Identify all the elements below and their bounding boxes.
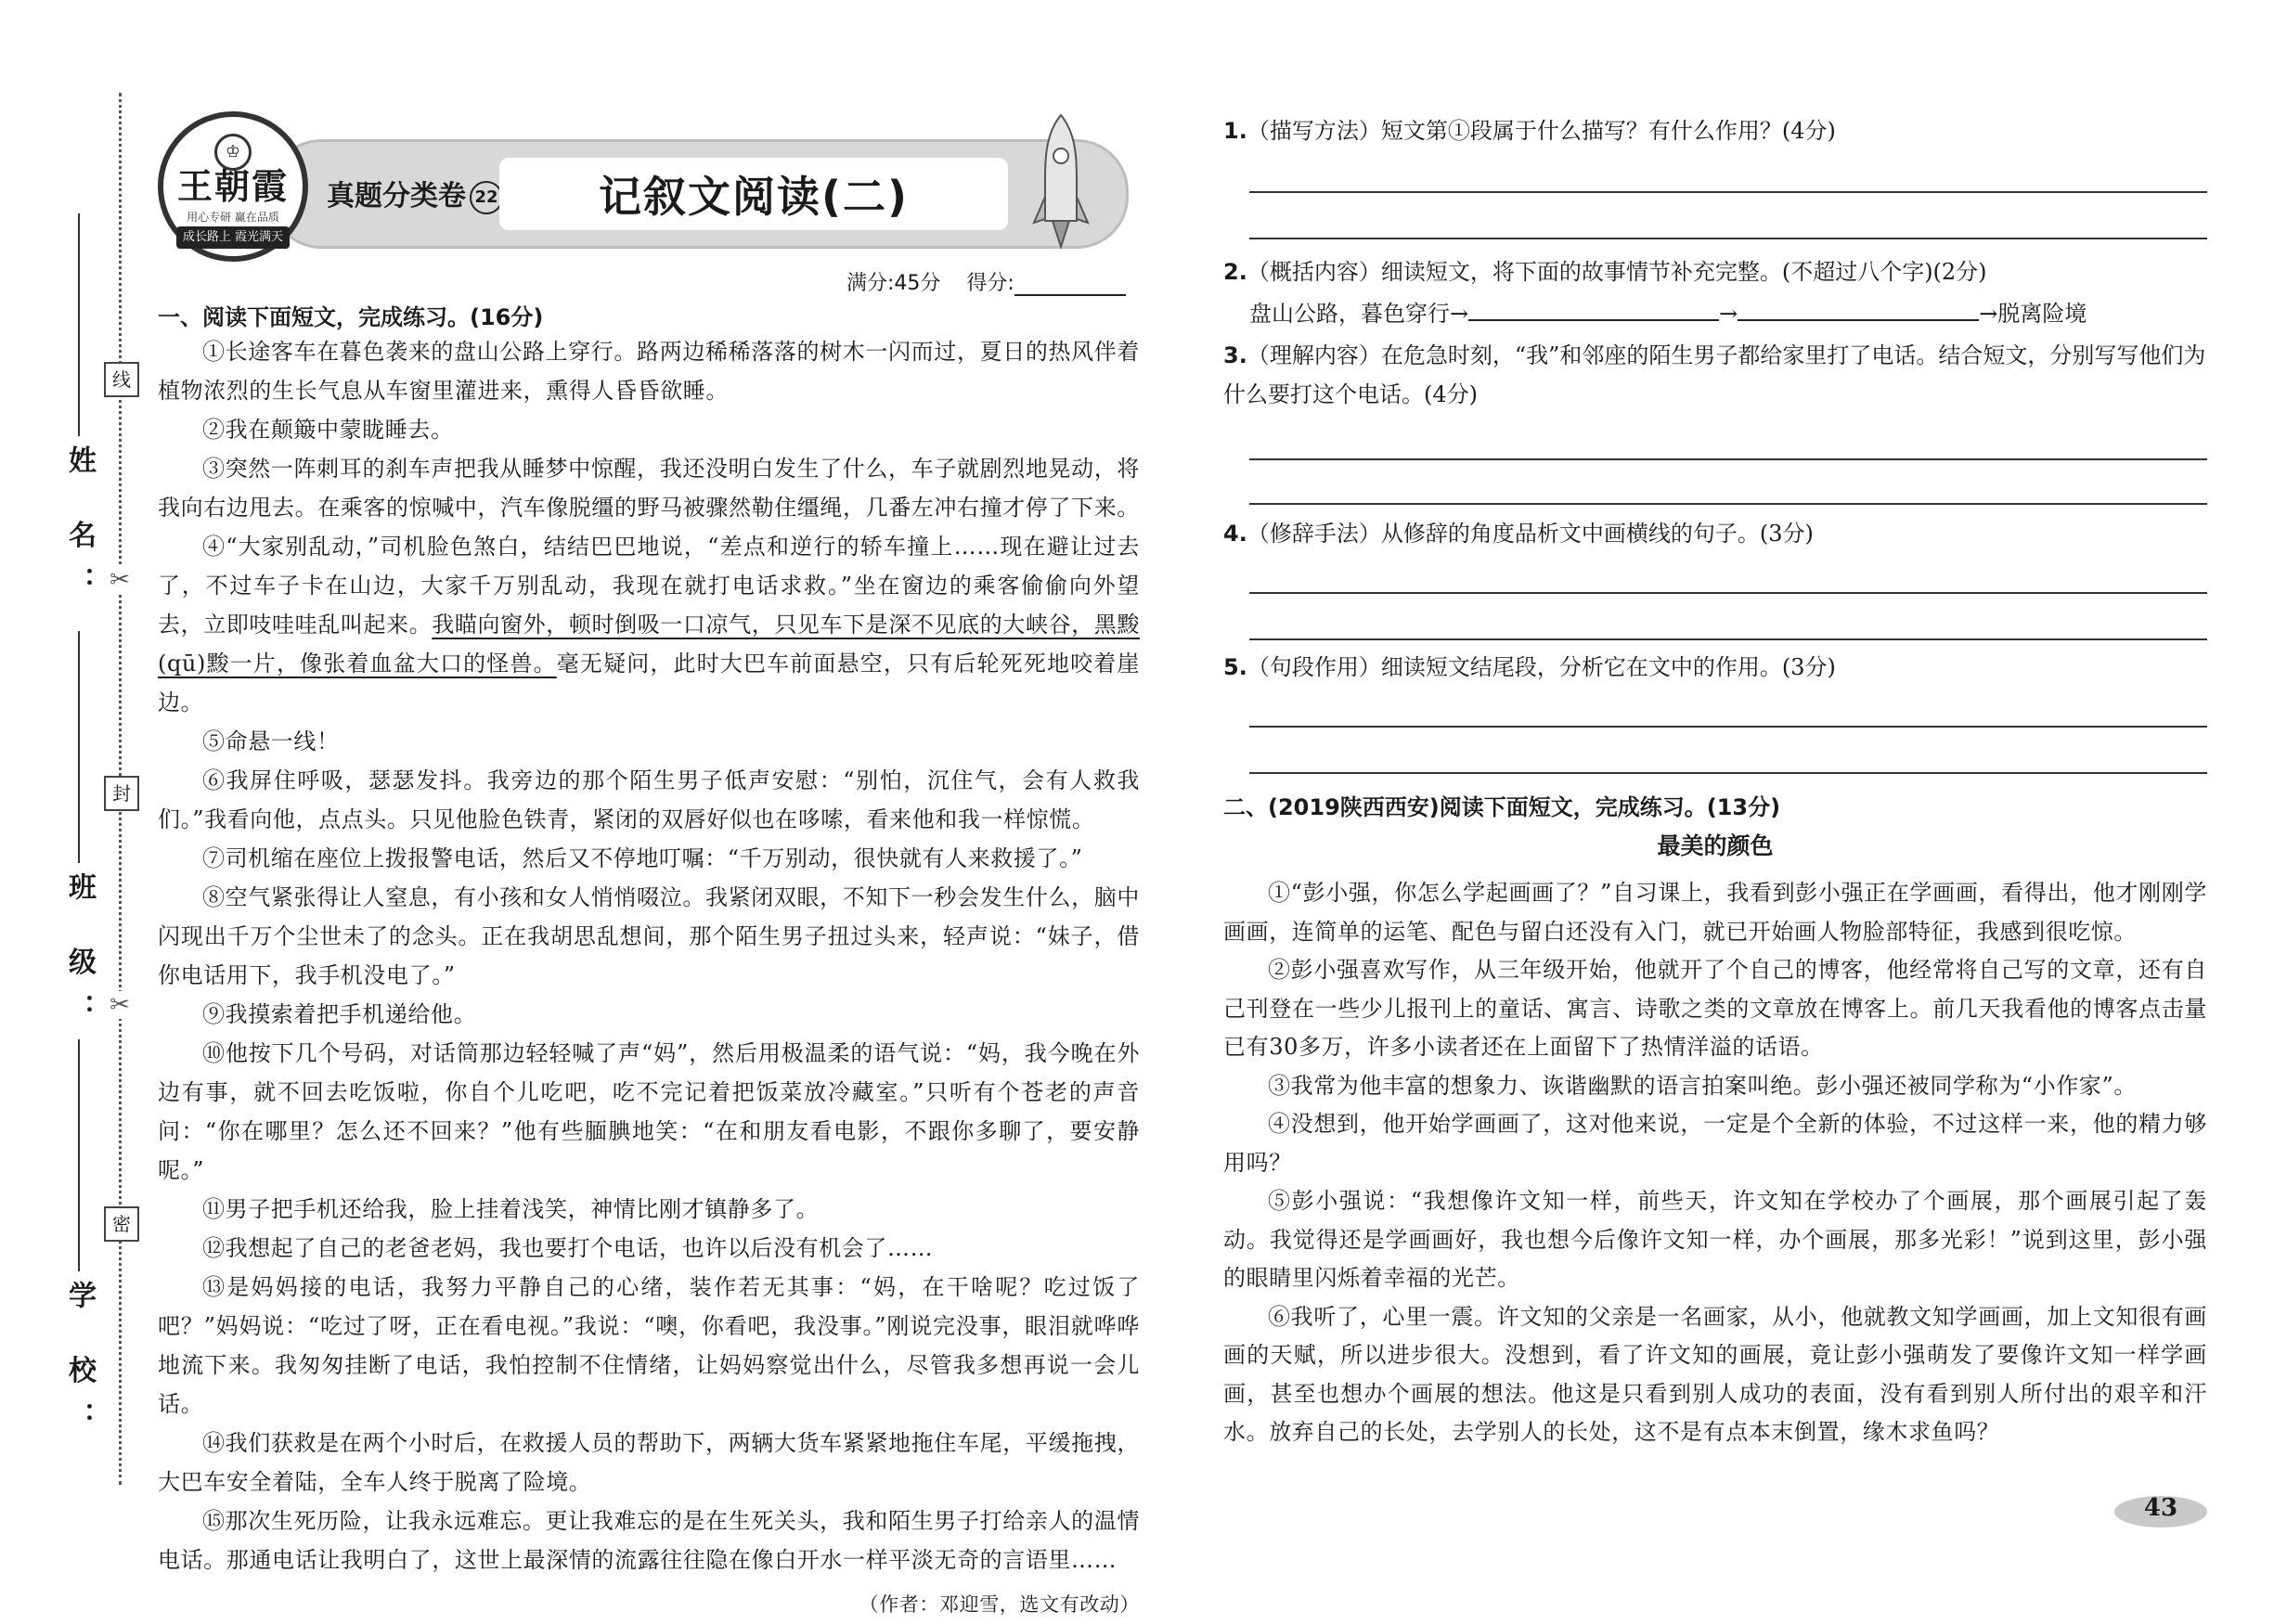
author-note: （作者：邓迎雪，选文有改动）	[859, 1593, 1140, 1616]
scissors-icon: ✂	[106, 991, 134, 1019]
question-text: （理解内容）在危急时刻，“我”和邻座的陌生男子都给家里打了电话。结合短文，分别写写他们为什么要打这个电话。(4分)	[1223, 342, 2206, 407]
plot-chain	[1223, 293, 2207, 333]
paragraph: ④没想到，他开始学画画了，这对他来说，一定是个全新的体验，不过这样一来，他的精力够用吗？	[1223, 1111, 2207, 1176]
paragraph: ⑩他按下几个号码，对话筒那边轻轻喊了声“妈”，然后用极温柔的语气说：“妈，我今晚在外边有事，就不回去吃饭啦，你自个儿吃吧，吃不完记着把饭菜放冷藏室。”只听有个苍老的声音问：“你在哪里？怎么还不回来？”他有些腼腆地笑：“在和朋友看电影，不跟你多聊了，要安静呢。”	[158, 1040, 1140, 1183]
chain-start: 盘山公路，暮色穿行→	[1249, 301, 1469, 327]
class-underline[interactable]	[78, 631, 80, 863]
name-label: 姓 名：	[63, 445, 96, 613]
question-4	[1223, 514, 2207, 553]
score-line	[846, 267, 1126, 296]
question-3	[1223, 336, 2207, 414]
paragraph: ⑫我想起了自己的老爸老妈，我也要打个电话，也许以后没有机会了……	[202, 1235, 934, 1261]
paragraph: ⑧空气紧张得让人窒息，有小孩和女人悄悄啜泣。我紧闭双眼，不知下一秒会发生什么，脑中闪现出千万个尘世未了的念头。正在我胡思乱想间，那个陌生男子扭过头来，轻声说：“妹子，借你电话用下，我手机没电了。”	[158, 884, 1140, 988]
rocket-icon	[1028, 111, 1093, 251]
paragraph: ⑤彭小强说：“我想像许文知一样，前些天，许文知在学校办了个画展，那个画展引起了轰动。我觉得还是学画画好，我也想今后像许文知一样，办个画展，那多光彩！”说到这里，彭小强的眼睛里闪烁着幸福的光芒。	[1223, 1188, 2207, 1291]
cut-word-secret: 密	[104, 1206, 139, 1242]
page-title: 记叙文阅读(二)	[598, 172, 910, 222]
page-number-text: 43	[2143, 1494, 2178, 1522]
answer-line[interactable]	[1249, 772, 2207, 774]
brand-logo	[158, 111, 308, 262]
paragraph: ②彭小强喜欢写作，从三年级开始，他就开了个自己的博客，他经常将自己写的文章，还有自己刊登在一些少儿报刊上的童话、寓言、诗歌之类的文章放在博客上。前几天我看他的博客点击量已有30多万，许多小读者还在上面留下了热情洋溢的话语。	[1223, 957, 2207, 1060]
left-page	[158, 0, 1142, 1616]
chain-end: →脱离险境	[1979, 301, 2087, 327]
paragraph: ⑤命悬一线！	[202, 728, 340, 754]
name-underline[interactable]	[78, 213, 80, 436]
paragraph: ②我在颠簸中蒙眬睡去。	[202, 417, 454, 443]
series-number: 22	[470, 181, 503, 214]
scissors-icon: ✂	[106, 566, 134, 594]
series-label	[327, 173, 503, 214]
school-field[interactable]	[56, 1039, 102, 1448]
question-text: （句段作用）细读短文结尾段，分析它在文中的作用。(3分)	[1247, 654, 1836, 680]
answer-line[interactable]	[1249, 238, 2207, 239]
series-text: 真题分类卷	[327, 180, 466, 213]
school-underline[interactable]	[78, 1039, 80, 1271]
question-text: （修辞手法）从修辞的角度品析文中画横线的句子。(3分)	[1247, 521, 1814, 547]
plot-blank-1[interactable]	[1468, 293, 1719, 321]
question-5	[1223, 648, 2207, 687]
page-number	[2114, 1490, 2207, 1531]
paragraph-text: ④“大家别乱动，”司机脸色煞白，结结巴巴地说，“差点和逆行的轿车撞上……现在避让过去了，不过车子卡在山边，大家千万别乱动，我现在就打电话求救。”坐在窗边的乘客偷偷向外望去，立即吱哇哇乱叫起来。	[158, 534, 1140, 638]
question-1	[1223, 111, 2207, 150]
question-number: 1.	[1223, 118, 1247, 144]
chain-arrow: →	[1719, 301, 1738, 327]
paragraph: ③我常为他丰富的想象力、诙谐幽默的语言拍案叫绝。彭小强还被同学称为“小作家”。	[1268, 1072, 2137, 1099]
class-label: 班 级：	[63, 872, 96, 1040]
class-field[interactable]	[56, 631, 102, 1039]
paragraph	[158, 527, 1140, 722]
paragraph: ⑬是妈妈接的电话，我努力平静自己的心绪，装作若无其事：“妈，在干啥呢？吃过饭了吧？”妈妈说：“吃过了呀，正在看电视。”我说：“噢，你看吧，我没事。”刚说完没事，眼泪就哗哗地流下来。我匆匆挂断了电话，我怕控制不住情绪，让妈妈察觉出什么，尽管我多想再说一会儿话。	[158, 1274, 1140, 1417]
school-label: 学 校：	[63, 1281, 96, 1449]
crown-icon: ♔	[214, 134, 252, 171]
plot-blank-2[interactable]	[1738, 293, 1979, 321]
cut-word-seal: 封	[104, 776, 139, 811]
paragraph: ①长途客车在暮色袭来的盘山公路上穿行。路两边稀稀落落的树木一闪而过，夏日的热风伴着植物浓烈的生长气息从车窗里灌进来，熏得人昏昏欲睡。	[158, 339, 1140, 404]
name-field[interactable]	[56, 213, 102, 612]
question-text: （概括内容）细读短文，将下面的故事情节补充完整。(不超过八个字)(2分)	[1247, 259, 1987, 285]
score-blank[interactable]	[1014, 294, 1126, 296]
passage-two	[1223, 874, 2207, 1452]
paragraph: ⑥我听了，心里一震。许文知的父亲是一名画家，从小，他就教文知学画画，加上文知很有画画的天赋，所以进步很大。没想到，看了许文知的画展，竟让彭小强萌发了要像许文知一样学画画，甚至也想办个画展的想法。他这是只看到别人成功的表面，没有看到别人所付出的艰辛和汗水。放弃自己的长处，去学别人的长处，这不是有点本末倒置，缘木求鱼吗？	[1223, 1303, 2207, 1445]
score-label: 得分:	[966, 272, 1014, 295]
passage-one	[158, 332, 1140, 1624]
full-score: 满分:45分	[846, 272, 941, 295]
paragraph: ①“彭小强，你怎么学起画画了？”自习课上，我看到彭小强正在学画画，看得出，他才刚刚学画画，连简单的运笔、配色与留白还没有入门，就已开始画人物脸部特征，我感到很吃惊。	[1223, 880, 2207, 945]
question-text: （描写方法）短文第①段属于什么描写？有什么作用？(4分)	[1247, 118, 1836, 144]
answer-line[interactable]	[1249, 503, 2207, 505]
question-number: 2.	[1223, 259, 1247, 285]
answer-line[interactable]	[1249, 592, 2207, 594]
paragraph: ⑪男子把手机还给我，脸上挂着浅笑，神情比刚才镇静多了。	[202, 1196, 820, 1222]
title-box	[499, 158, 1008, 230]
question-2	[1223, 252, 2207, 291]
cut-word-line: 线	[104, 362, 139, 397]
paragraph-text: 毫无疑问，此时大巴车前面悬空，只有后轮死死地咬着崖边。	[158, 651, 1140, 715]
page-header	[158, 111, 1132, 260]
paragraph: ⑦司机缩在座位上拨报警电话，然后又不停地叮嘱：“千万别动，很快就有人来救援了。”	[202, 845, 1083, 871]
answer-line[interactable]	[1249, 191, 2207, 193]
binding-margin	[0, 0, 158, 1578]
paragraph: ⑮那次生死历险，让我永远难忘。更让我难忘的是在生死关头，我和陌生男子打给亲人的温情电话。那通电话让我明白了，这世上最深情的流露往往隐在像白开水一样平淡无奇的言语里……	[158, 1508, 1140, 1573]
question-number: 3.	[1223, 342, 1247, 368]
answer-line[interactable]	[1249, 638, 2207, 640]
brand-sub: 用心专研 赢在品质	[187, 211, 279, 224]
question-number: 4.	[1223, 521, 1247, 547]
section-two-title: 二、(2019陕西西安)阅读下面短文，完成练习。(13分)	[1223, 794, 1781, 820]
paragraph: ⑥我屏住呼吸，瑟瑟发抖。我旁边的那个陌生男子低声安慰：“别怕，沉住气，会有人救我们。”我看向他，点点头。只见他脸色铁青，紧闭的双唇好似也在哆嗦，看来他和我一样惊慌。	[158, 767, 1140, 832]
question-number: 5.	[1223, 654, 1247, 680]
right-page	[1223, 0, 2207, 1578]
brand-name: 王朝霞	[176, 165, 289, 207]
article-title: 最美的颜色	[1657, 832, 1774, 859]
paragraph: ⑭我们获救是在两个小时后，在救援人员的帮助下，两辆大货车紧紧地拖住车尾，平缓拖拽，大巴车安全着陆，全车人终于脱离了险境。	[158, 1430, 1140, 1495]
answer-line[interactable]	[1249, 458, 2207, 460]
paragraph: ③突然一阵刺耳的刹车声把我从睡梦中惊醒，我还没明白发生了什么，车子就剧烈地晃动，将我向右边甩去。在乘客的惊喊中，汽车像脱缰的野马被骤然勒住缰绳，几番左冲右撞才停了下来。	[158, 456, 1140, 521]
brand-ribbon: 成长路上 霞光满天	[176, 226, 290, 249]
section-one-title: 一、阅读下面短文，完成练习。(16分)	[158, 304, 544, 330]
paragraph: ⑨我摸索着把手机递给他。	[202, 1001, 477, 1027]
underlined-sentence: 我瞄向窗外，顿时倒吸一口凉气，只见车下是深不见底的大峡谷，黑黢(qū)黢一片，像张着血盆大口的怪兽。	[158, 612, 1140, 677]
answer-line[interactable]	[1249, 726, 2207, 728]
